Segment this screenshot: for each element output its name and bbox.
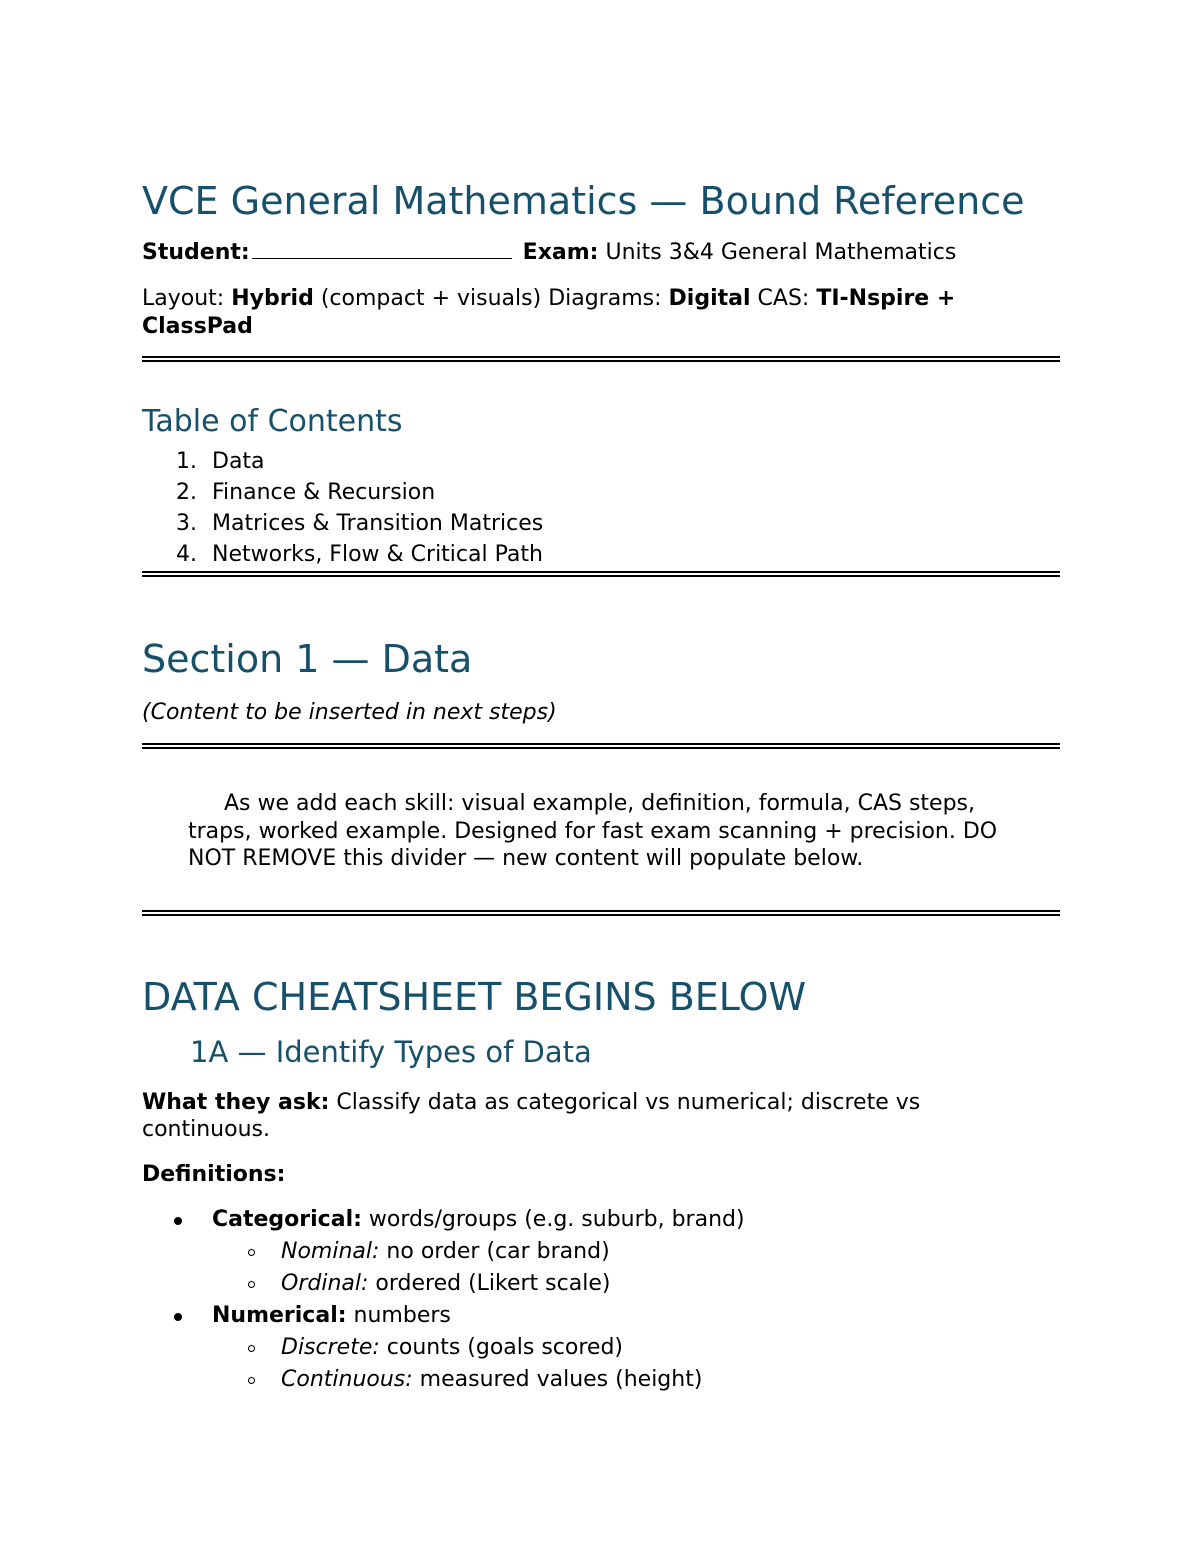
what-they-ask: What they ask: Classify data as categorical vs numerical; discrete vs continuous. [142, 1090, 921, 1142]
diagrams-value: Digital [668, 286, 751, 311]
bullet-icon [174, 1313, 182, 1321]
student-label: Student: [142, 240, 250, 265]
student-name-blank [252, 240, 512, 259]
toc-item[interactable]: 3. Matrices & Transition Matrices [176, 511, 544, 536]
bullet-icon [174, 1217, 182, 1225]
toc-item[interactable]: 2. Finance & Recursion [176, 480, 436, 505]
divider [142, 571, 1060, 577]
layout-value: Hybrid [231, 286, 314, 311]
editor-note: As we add each skill: visual example, definition, formula, CAS steps, traps, worked example. Designed for fast exam scanning + precision. DO NOT REMOVE this divider — new content will populate below. [188, 791, 998, 871]
toc-list [142, 446, 543, 570]
toc-item[interactable]: 1. Data [176, 449, 265, 474]
layout-label: Layout: [142, 286, 225, 311]
list-item: Numerical: numbers [212, 1302, 451, 1330]
section-1-title: Section 1 — Data [142, 637, 473, 681]
divider [142, 910, 1060, 916]
list-item: Discrete: counts (goals scored) [281, 1334, 623, 1362]
list-item: Categorical: words/groups (e.g. suburb, brand) [212, 1206, 745, 1234]
divider [142, 743, 1060, 749]
list-item: Nominal: no order (car brand) [281, 1238, 610, 1266]
layout-line [142, 285, 1042, 341]
layout-desc: (compact + visuals) [320, 286, 542, 311]
exam-label: Exam: [522, 240, 599, 265]
definitions-heading: Definitions: [142, 1162, 286, 1187]
toc-item[interactable]: 4. Networks, Flow & Critical Path [176, 542, 543, 567]
exam-value: Units 3&4 General Mathematics [605, 240, 957, 265]
hollow-bullet-icon [248, 1281, 255, 1288]
cheatsheet-title: DATA CHEATSHEET BEGINS BELOW [142, 975, 807, 1019]
subsection-1a-title: 1A — Identify Types of Data [190, 1035, 592, 1069]
list-item: Ordinal: ordered (Likert scale) [281, 1270, 610, 1298]
hollow-bullet-icon [248, 1249, 255, 1256]
divider [142, 356, 1060, 362]
diagrams-label: Diagrams: [548, 286, 662, 311]
student-exam-line [142, 239, 956, 267]
section-1-placeholder: (Content to be inserted in next steps) [142, 700, 557, 725]
hollow-bullet-icon [248, 1345, 255, 1352]
hollow-bullet-icon [248, 1377, 255, 1384]
cas-label: CAS: [757, 286, 810, 311]
document-title: VCE General Mathematics — Bound Reference [142, 179, 1025, 223]
toc-title: Table of Contents [142, 404, 403, 439]
list-item: Continuous: measured values (height) [281, 1366, 702, 1394]
cas-value: TI-Nspire + ClassPad [142, 286, 956, 339]
